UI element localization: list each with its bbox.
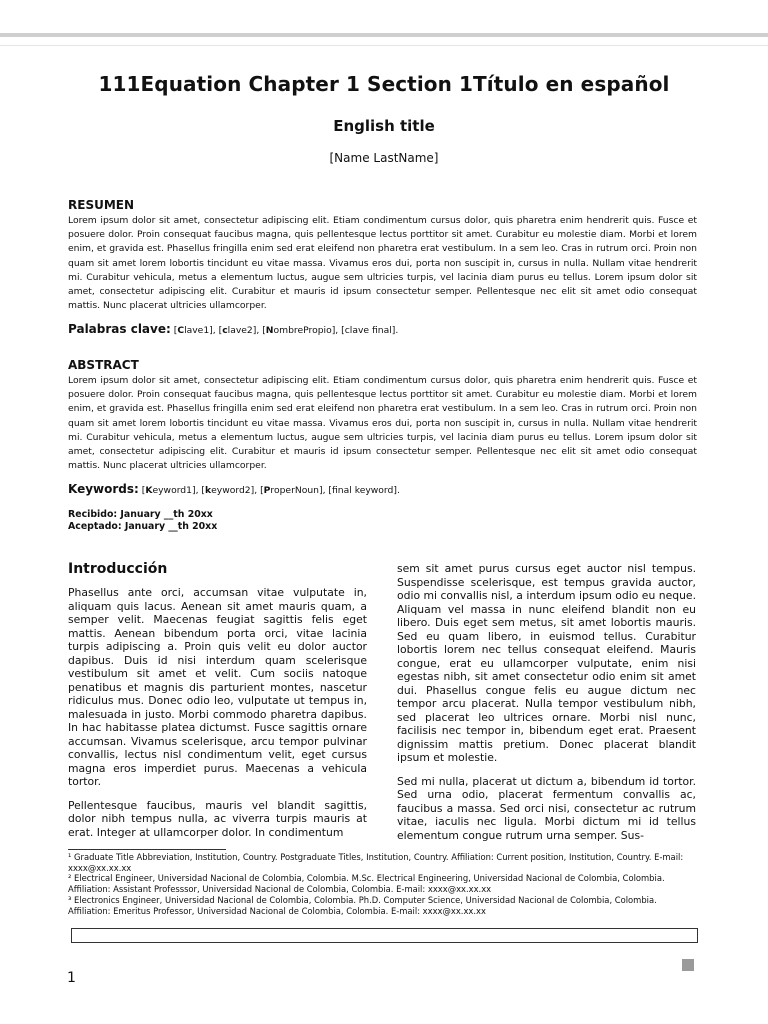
- keyword-initial: k: [205, 485, 212, 496]
- right-column: [397, 562, 696, 852]
- square-marker-icon: [682, 959, 694, 971]
- keywords: [68, 482, 697, 496]
- keyword-initial: K: [145, 485, 153, 496]
- paragraph: sem sit amet purus cursus eget auctor nisl tempus. Suspendisse scelerisque, est tempus gravida auctor, odio mi convallis nisl, a interdum ipsum odio eu neque. Aliquam vel massa in nunc eleifend blandit non eu libero. Duis eget sem metus, sit amet lobortis mauris. Sed eu quam libero, in euismod tellus. Curabitur lobortis lorem nec tellus consequat eleifend. Mauris congue, erat eu ullamcorper vulputate, enim nisi egestas nibh, sit amet consectetur odio enim sit amet dui. Phasellus congue felis eu augue dictum nec tempor arcu placerat. Nulla tempor vestibulum nibh, sed placerat leo ultrices ornare. Morbi nisl nunc, facilisis nec tempor in, bibendum eget erat. Praesent dignissim mattis pretium. Donec placerat blandit ipsum et molestie.: [397, 562, 696, 764]
- english-title: English title: [333, 117, 435, 135]
- paragraph: Pellentesque faucibus, mauris vel blandit sagittis, dolor nibh tempus nulla, ac viverra turpis mauris at erat. Integer at ullamcorper dolor. In condimentum: [68, 798, 367, 839]
- left-column: [68, 586, 367, 849]
- abstract-text: Lorem ipsum dolor sit amet, consectetur adipiscing elit. Etiam condimentum cursus dolor, quis pharetra enim hendrerit quis. Fusce et posuere dolor. Proin consequat faucibus magna, quis pellentesque lectus porttitor sit amet. Curabitur eu molestie diam. Morbi et lorem enim, et gravida est. Phasellus fringilla enim sed erat eleifend non pharetra erat vestibulum. In a sem leo. Cras in rutrum orci. Proin non quam sit amet lorem lobortis tincidunt eu vitae massa. Vivamus eros dui, porta non suscipit in, cursus in nulla. Nullam vitae hendrerit mi. Curabitur vehicula, metus a elementum luctus, augue sem ultricies turpis, vel lacinia diam purus eu tellus. Lorem ipsum dolor sit amet, consectetur adipiscing elit. Curabitur et mauris id ipsum consectetur semper. Pellentesque nec elit sit amet odio consequat mattis. Nunc placerat ultricies ullamcorper.: [68, 375, 697, 472]
- keyword-text: lave1], [: [184, 325, 223, 336]
- empty-text-frame: [71, 928, 698, 943]
- top-divider: [0, 33, 768, 37]
- document-title: 111Equation Chapter 1 Section 1Título en español: [98, 72, 670, 96]
- keyword-initial: N: [265, 325, 274, 336]
- keyword-text: [: [173, 325, 178, 336]
- intro-heading: Introducción: [68, 561, 168, 577]
- resumen-text: Lorem ipsum dolor sit amet, consectetur adipiscing elit. Etiam condimentum cursus dolor, quis pharetra enim hendrerit quis. Fusce et posuere dolor. Proin consequat faucibus magna, quis pellentesque lectus porttitor sit amet. Curabitur eu molestie diam. Morbi et lorem enim, et gravida est. Phasellus fringilla enim sed erat eleifend non pharetra erat vestibulum. In a sem leo. Cras in rutrum orci. Proin non quam sit amet lorem lobortis tincidunt eu vitae massa. Vivamus eros dui, porta non suscipit in, cursus in nulla. Nullam vitae hendrerit mi. Curabitur vehicula, metus a elementum luctus, augue sem ultricies turpis, vel lacinia diam purus eu tellus. Lorem ipsum dolor sit amet, consectetur adipiscing elit. Curabitur et mauris id ipsum consectetur semper. Pellentesque nec elit sit amet odio consequat mattis. Nunc placerat ultricies ullamcorper.: [68, 215, 697, 312]
- paragraph: Phasellus ante orci, accumsan vitae vulputate in, aliquam quis lacus. Aenean sit amet mauris quam, a semper velit. Maecenas feugiat sagittis felis eget mattis. Aenean bibendum porta orci, vitae lacinia turpis adipiscing a. Proin quis velit eu dolor auctor dapibus. Duis id nisi interdum quam scelerisque vestibulum sit amet et velit. Cum sociis natoque penatibus et magnis dis parturient montes, nascetur ridiculus mus. Donec odio leo, vulputate ut tempus in, malesuada in justo. Morbi commodo pharetra dapibus. In hac habitasse platea dictumst. Fusce sagittis ornare accumsan. Vivamus scelerisque, arcu tempor pulvinar convallis, lectus nisl condimentum velit, eget cursus magna eros imperdiet purus. Maecenas a vehicula tortor.: [68, 586, 367, 788]
- footnote: ³ Electronics Engineer, Universidad Nacional de Colombia, Colombia. Ph.D. Computer Science, Universidad Nacional de Colombia, Colombia. Affiliation: Emeritus Professor, Universidad Nacional de Colombia, Colombia. E-mail: xxxx@xx.xx.xx: [68, 894, 657, 916]
- keyword-text: [: [141, 485, 146, 496]
- received-date: Recibido: January __th 20xx: [68, 509, 213, 520]
- resumen-heading: RESUMEN: [68, 198, 135, 212]
- top-divider-thin: [0, 45, 768, 46]
- footnote-separator: [68, 849, 226, 850]
- keyword-initial: c: [222, 325, 228, 336]
- footnotes: [68, 852, 697, 916]
- keyword-text: eyword1], [: [152, 485, 205, 496]
- keyword-initial: P: [263, 485, 271, 496]
- keywords-label: Keywords:: [68, 482, 139, 496]
- palabras-clave-label: Palabras clave:: [68, 322, 171, 336]
- keyword-text: eyword2], [: [211, 485, 264, 496]
- accepted-date: Aceptado: January __th 20xx: [68, 520, 218, 532]
- dates-block: [68, 509, 217, 532]
- page-number: 1: [67, 970, 76, 986]
- abstract-heading: ABSTRACT: [68, 358, 139, 372]
- footnote: ² Electrical Engineer, Universidad Nacional de Colombia, Colombia. M.Sc. Electrical Engineering, Universidad Nacional de Colombia, Colombia. Affiliation: Assistant Professsor, Universidad Nacional de Colombia, Colombia. E-mail: xxxx@xx.xx.xx: [68, 873, 665, 895]
- keyword-text: ombrePropio], [clave final].: [273, 325, 399, 336]
- keyword-text: roperNoun], [final keyword].: [270, 485, 400, 496]
- paragraph: Sed mi nulla, placerat ut dictum a, bibendum id tortor. Sed urna odio, placerat fermentum convallis ac, faucibus a massa. Sed orci nisi, consectetur ac rutrum vitae, iaculis nec ligula. Morbi dictum mi id tellus elementum congue rutrum urna semper. Sus-: [397, 774, 696, 842]
- keyword-initial: C: [177, 325, 185, 336]
- palabras-clave: [68, 322, 697, 336]
- author-name: [Name LastName]: [329, 151, 439, 165]
- footnote: ¹ Graduate Title Abbreviation, Institution, Country. Postgraduate Titles, Institution, Country. Affiliation: Current position, Institution, Country. E-mail: xxxx@xx.xx.xx: [68, 852, 684, 873]
- keyword-text: lave2], [: [227, 325, 266, 336]
